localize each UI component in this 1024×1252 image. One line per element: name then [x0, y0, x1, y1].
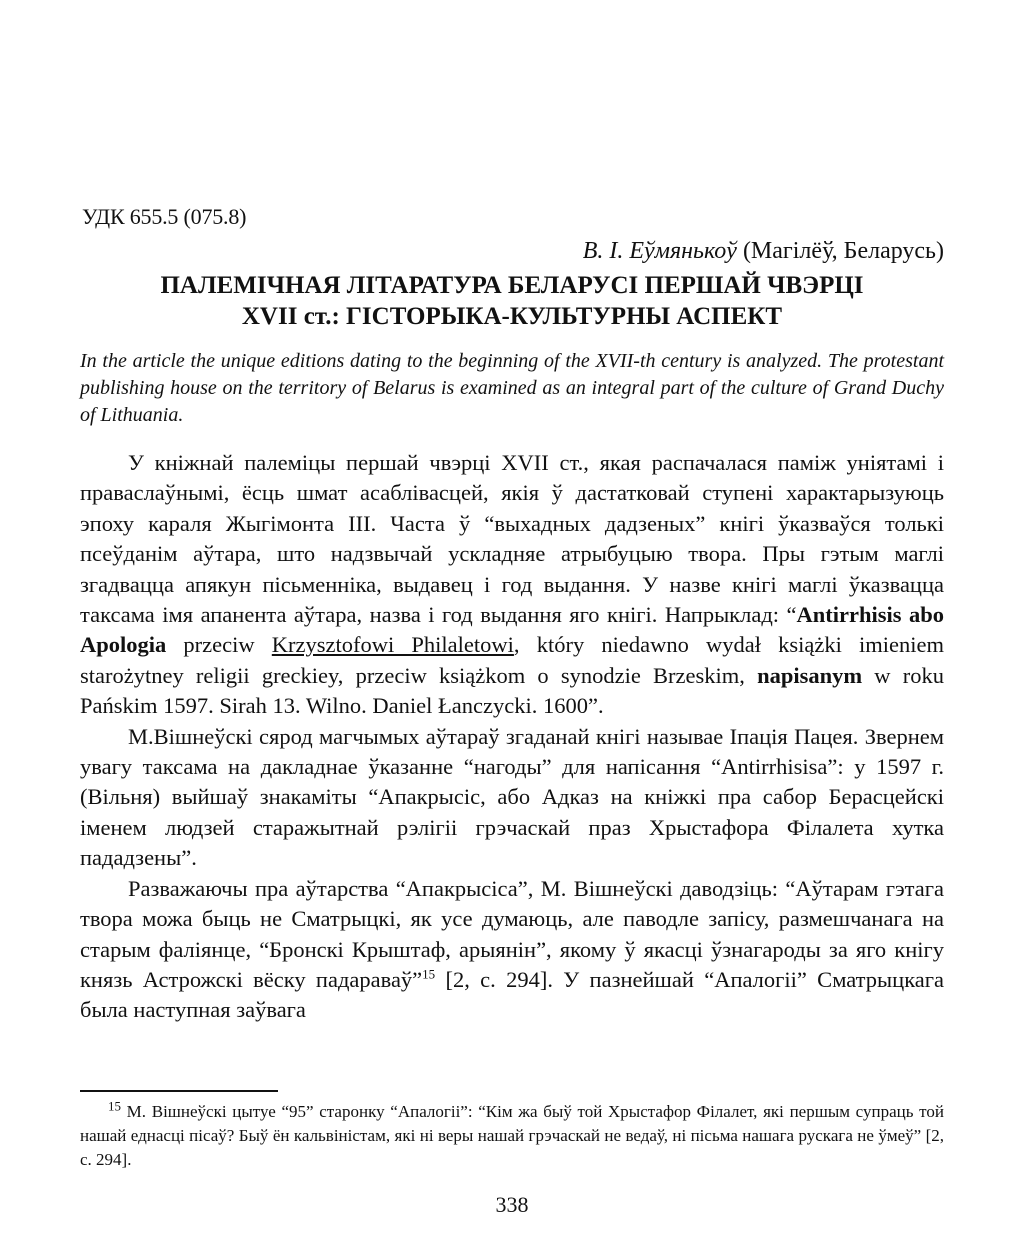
page-number: 338 — [495, 1192, 529, 1217]
p3-text-b: [2, с. 294]. У пазнейшай “Апалогіі” Сматрыцкага была наступная заўвага — [80, 966, 944, 1023]
article-title — [80, 270, 944, 332]
title-line-2: XVII ст.: ГІСТОРЫКА-КУЛЬТУРНЫ АСПЕКТ — [241, 303, 783, 330]
author-initials: В. І. — [582, 238, 624, 264]
p1-book-title: Antirrhisis abo Apologia — [80, 602, 944, 658]
footnote-ref: 15 — [422, 966, 436, 982]
p1-text-e: , który niedawno wydał książki imieniem starożytney religii greckiey, przeciw książkom o synodzie Brzeskim, — [80, 632, 945, 688]
paragraph-1 — [80, 448, 944, 722]
author-line — [583, 238, 944, 265]
p1-text-f: w roku Pańskim 1597. Sirah 13. Wilno. Daniel Łanczycki. 1600”. — [80, 662, 944, 719]
footnote-text: М. Вішнеўскі цытуе “95” старонку “Апалогіі”: “Кім жа быў той Хрыстафор Філалет, які першым супраць той нашай еднасці пісаў? Быў ён кальвіністам, які ні веры нашай грэчаскай не ведаў, ні пісьма нашага рускага не ўмеў” [2, с. 294]. — [80, 1102, 944, 1169]
abstract: In the article the unique editions dating to the beginning of the XVII-th century is analyzed. The protestant publishing house on the territory of Belarus is examined as an integral part of the culture of Grand Duchy of Lithuania. — [80, 350, 944, 426]
p1-bold-word: napisanym — [757, 662, 863, 688]
title-line-1: ПАЛЕМІЧНАЯ ЛІТАРАТУРА БЕЛАРУСІ ПЕРШАЙ ЧВЭРЦІ — [160, 272, 864, 299]
footnote — [80, 1100, 944, 1172]
author-surname: Еўмянькоў — [629, 238, 737, 264]
p1-text-c: przeciw — [166, 632, 272, 658]
p1-underlined-name: Krzysztofowi Philaletowi — [271, 632, 514, 658]
p3-text-a: Разважаючы пра аўтарства “Апакрысіса”, М. Вішнеўскі даводзіць: “Аўтарам гэтага твора можа быць не Сматрыцкі, як усе думаюць, але паводле запісу, размешчанага на старым фаліянце, “Бронскі Крыштаф, арыянін”, якому ў якасці ўзнагароды за яго кнігу князь Астрожскі вёску падараваў” — [80, 875, 944, 992]
paragraph-2: М.Вішнеўскі сярод магчымых аўтараў згаданай кнігі называе Іпація Пацея. Звернем увагу таксама на дакладнае ўказанне “нагоды” для напісання “Antirrhisisa”: у 1597 г. (Вільня) выйшаў знакаміты “Апакрысіс, або Адказ на кніжкі пра сабор Берасцейскі іменем людзей старажытнай рэлігіі грэчаскай праз Хрыстафора Філалета хутка пададзены”. — [80, 723, 944, 871]
article-body — [80, 448, 944, 1026]
paragraph-3 — [80, 874, 944, 1026]
udk-code: УДК 655.5 (075.8) — [82, 204, 247, 229]
footnote-divider — [80, 1090, 278, 1092]
author-location: (Магілёў, Беларусь) — [742, 238, 944, 264]
p1-text-a: У кніжнай палеміцы першай чвэрці XVII ст., якая распачалася паміж уніятамі і праваслаўнымі, ёсць шмат асаблівасцей, якія ў дастатковай ступені характарызуюць эпоху караля Жыгімонта III. Часта ў “выхадных дадзеных” кнігі ўказваўся толькі псеўданім аўтара, што надзвычай ускладняе атрыбуцыю твора. Пры гэтым маглі згадвацца апякун пісьменніка, выдавец і год выдання. У назве кнігі маглі ўказвацца таксама імя апанента аўтара, назва і год выдання яго кнігі. Напрыклад: “ — [80, 450, 944, 628]
footnote-mark: 15 — [108, 1098, 121, 1114]
